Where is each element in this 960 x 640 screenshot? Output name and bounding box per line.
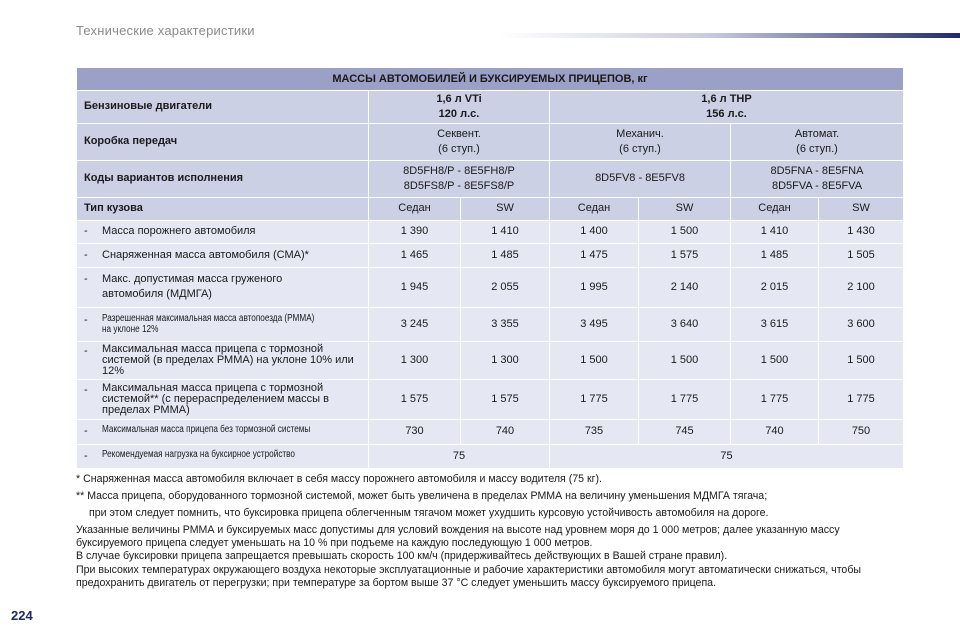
table-cell: 75	[550, 444, 904, 468]
gearbox-sequential-name: Секвент.	[437, 127, 481, 140]
row-label	[77, 267, 369, 307]
row-dash: -	[84, 449, 88, 462]
table-cell: 3 495	[550, 307, 639, 341]
table-row	[77, 419, 904, 444]
table-cell: 1 500	[550, 341, 639, 379]
table-cell: 1 400	[550, 220, 639, 243]
table-cell: 730	[369, 419, 461, 444]
row-dash: -	[84, 383, 88, 396]
row-label	[77, 307, 369, 341]
table-cell: 735	[550, 419, 639, 444]
gearbox-manual-name: Механич.	[616, 127, 664, 140]
footnote-2-continued: при этом следует помнить, что буксировка прицепа облегченным тягачом может ухудшить курсовую устойчивость автомобиля на дороге.	[89, 507, 769, 520]
row-label-text: Максимальная масса прицепа с тормозной системой (в пределах РММА) на уклоне 10% или 12%	[102, 342, 354, 377]
gearbox-manual-steps: (6 ступ.)	[619, 142, 661, 155]
table-cell: 740	[461, 419, 550, 444]
footnote-2: ** Масса прицепа, оборудованного тормозной системой, может быть увеличена в пределах РММА на величину уменьшения МДМГА тягача;	[76, 490, 768, 503]
row-dash: -	[84, 273, 88, 286]
table-cell: 1 430	[819, 220, 904, 243]
row-dash: -	[84, 313, 88, 326]
table-row	[77, 220, 904, 243]
table-cell: 2 100	[819, 267, 904, 307]
note-paragraph-temperature: При высоких температурах окружающего воздуха некоторые эксплуатационные и рабочие характеристики автомобиля могут автоматически снижаться, чтобы предохранить двигатель от перегрузки; при температуре за бортом выше 37 °C следует уменьшить массу буксируемого прицепа.	[76, 563, 862, 589]
table-cell: 745	[639, 419, 731, 444]
codes-group-2: 8D5FV8 - 8E5FV8	[550, 160, 731, 197]
table-cell: 3 640	[639, 307, 731, 341]
table-cell: 2 140	[639, 267, 731, 307]
table-cell: 1 390	[369, 220, 461, 243]
gearbox-row	[77, 123, 904, 160]
gearbox-label: Коробка передач	[77, 123, 369, 160]
table-cell: 1 485	[731, 243, 819, 267]
table-row	[77, 341, 904, 379]
engine-thp	[550, 91, 904, 124]
body-type-cell: Седан	[369, 197, 461, 220]
row-dash: -	[84, 225, 88, 238]
engine-vti	[369, 91, 550, 124]
row-label	[77, 341, 369, 379]
engine-thp-power: 156 л.с.	[706, 107, 747, 120]
table-cell: 740	[731, 419, 819, 444]
table-cell: 1 575	[461, 379, 550, 419]
table-cell: 1 775	[819, 379, 904, 419]
table-cell: 1 465	[369, 243, 461, 267]
table-cell: 1 300	[369, 341, 461, 379]
body-type-label: Тип кузова	[77, 197, 369, 220]
row-dash: -	[84, 344, 88, 357]
table-title: МАССЫ АВТОМОБИЛЕЙ И БУКСИРУЕМЫХ ПРИЦЕПОВ, кг	[77, 68, 904, 91]
table-cell: 1 410	[461, 220, 550, 243]
table-cell: 1 505	[819, 243, 904, 267]
table-cell: 3 600	[819, 307, 904, 341]
codes-group-1	[369, 160, 550, 197]
table-cell: 2 015	[731, 267, 819, 307]
table-cell: 1 995	[550, 267, 639, 307]
table-cell: 2 055	[461, 267, 550, 307]
table-row	[77, 379, 904, 419]
table-cell: 3 245	[369, 307, 461, 341]
engine-thp-name: 1,6 л THP	[701, 93, 752, 105]
row-label-text: Максимальная масса прицепа без тормозной системы	[102, 424, 311, 436]
body-type-cell: SW	[819, 197, 904, 220]
row-label-text: Максимальная масса прицепа с тормозной системой** (с перераспределением массы в пределах РММА)	[102, 381, 329, 416]
footnotes	[76, 473, 906, 590]
table-cell: 1 575	[369, 379, 461, 419]
row-label	[77, 243, 369, 267]
table-row	[77, 267, 904, 307]
gearbox-automatic	[731, 123, 904, 160]
body-type-cell: SW	[639, 197, 731, 220]
table-cell: 1 475	[550, 243, 639, 267]
table-title-row	[77, 68, 904, 91]
table-row	[77, 307, 904, 341]
row-label	[77, 220, 369, 243]
engine-vti-name: 1,6 л VTi	[436, 93, 482, 105]
body-type-cell: SW	[461, 197, 550, 220]
page-number: 224	[11, 608, 33, 623]
table-cell: 1 775	[639, 379, 731, 419]
table-cell: 1 300	[461, 341, 550, 379]
note-paragraph-altitude: Указанные величины РММА и буксируемых масс допустимы для условий вождения на высоте над уровнем моря до 1 000 метров; далее указанную массу буксируемого прицепа следует уменьшать на 10 % при подъеме на каждую последующую 1 000 метров.	[76, 524, 840, 550]
body-type-cell: Седан	[550, 197, 639, 220]
gearbox-automatic-name: Автомат.	[794, 127, 840, 140]
table-row	[77, 243, 904, 267]
table-cell: 1 485	[461, 243, 550, 267]
engine-row	[77, 91, 904, 124]
row-label-text: Снаряженная масса автомобиля (СМА)*	[102, 248, 309, 261]
footnote-1: * Снаряженная масса автомобиля включает в себя массу порожнего автомобиля и массу водителя (75 кг).	[76, 473, 602, 485]
header-gradient-rule	[500, 33, 960, 38]
mass-specs-table	[76, 67, 904, 469]
row-label	[77, 419, 369, 444]
page-header-title: Технические характеристики	[76, 23, 255, 38]
table-cell: 3 355	[461, 307, 550, 341]
table-cell: 3 615	[731, 307, 819, 341]
codes-group-1-line-2: 8D5FS8/P - 8E5FS8/P	[403, 179, 515, 192]
table-cell: 1 945	[369, 267, 461, 307]
codes-group-3	[731, 160, 904, 197]
table-cell: 1 775	[550, 379, 639, 419]
table-cell: 75	[369, 444, 550, 468]
table-cell: 750	[819, 419, 904, 444]
codes-group-3-line-1: 8D5FNA - 8E5FNA	[770, 164, 864, 177]
table-row	[77, 444, 904, 468]
row-label-text: Разрешенная максимальная масса автопоезда (РММА) на уклоне 12%	[102, 312, 315, 336]
row-label-text: Масса порожнего автомобиля	[102, 225, 256, 238]
table-cell: 1 500	[639, 341, 731, 379]
row-label-text: Рекомендуемая нагрузка на буксирное устройство	[102, 448, 296, 460]
engine-label: Бензиновые двигатели	[77, 91, 369, 124]
body-type-cell: Седан	[731, 197, 819, 220]
row-label	[77, 444, 369, 468]
codes-group-3-line-2: 8D5FVA - 8E5FVA	[771, 179, 863, 192]
gearbox-sequential-steps: (6 ступ.)	[438, 142, 480, 155]
gearbox-sequential	[369, 123, 550, 160]
gearbox-manual	[550, 123, 731, 160]
table-cell: 1 775	[731, 379, 819, 419]
table-cell: 1 410	[731, 220, 819, 243]
row-label	[77, 379, 369, 419]
codes-label: Коды вариантов исполнения	[77, 160, 369, 197]
note-paragraph-speed: В случае буксировки прицепа запрещается превышать скорость 100 км/ч (придерживайтесь действующих в Вашей стране правил).	[76, 550, 728, 563]
table-cell: 1 500	[639, 220, 731, 243]
table-cell: 1 500	[731, 341, 819, 379]
row-dash: -	[84, 425, 88, 438]
gearbox-automatic-steps: (6 ступ.)	[796, 142, 838, 155]
row-dash: -	[84, 248, 88, 261]
row-label-text: Макс. допустимая масса груженого автомобиля (МДМГА)	[102, 273, 283, 301]
table-cell: 1 575	[639, 243, 731, 267]
table-cell: 1 500	[819, 341, 904, 379]
engine-vti-power: 120 л.с.	[438, 107, 480, 120]
codes-row	[77, 160, 904, 197]
body-type-row	[77, 197, 904, 220]
codes-group-1-line-1: 8D5FH8/P - 8E5FH8/P	[403, 164, 515, 177]
